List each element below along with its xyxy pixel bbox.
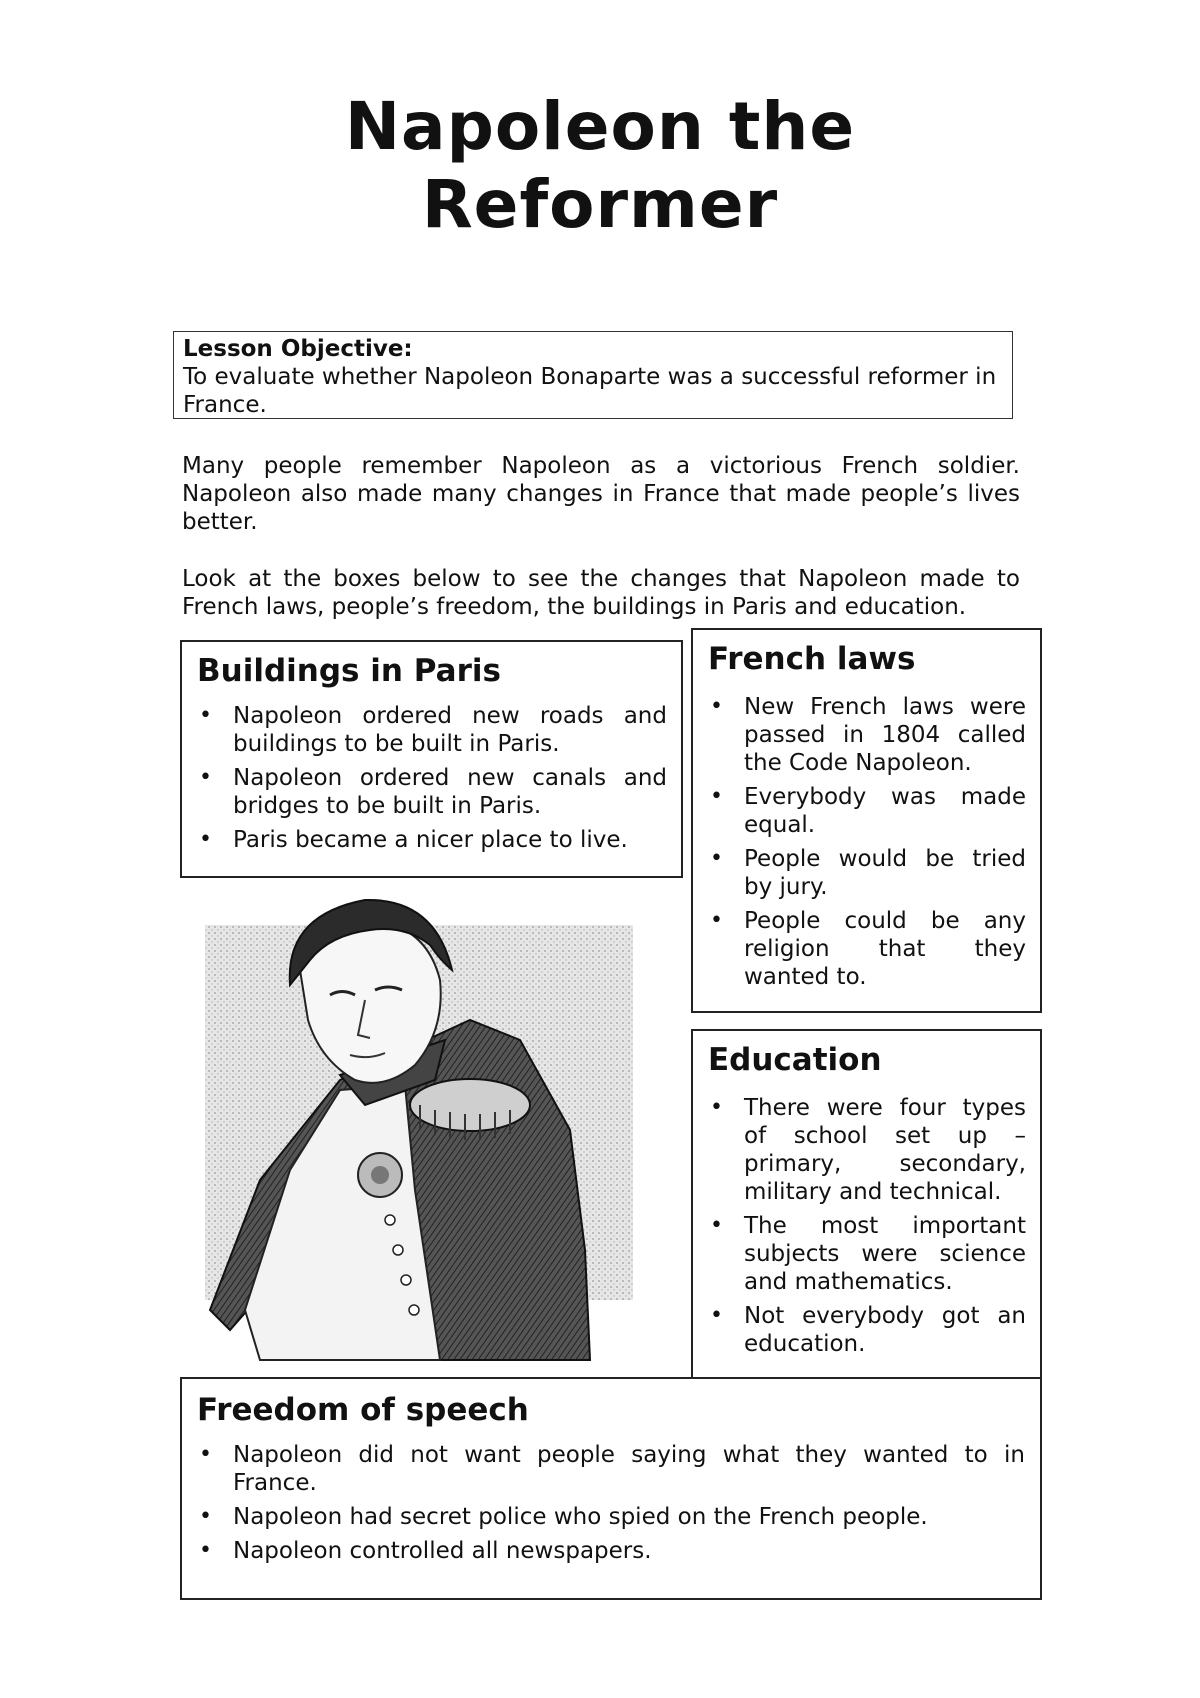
bullet-icon: • <box>710 908 723 933</box>
bullet-icon: • <box>199 765 212 790</box>
bullet-icon: • <box>199 703 212 728</box>
list-item: • Napoleon ordered new canals and bridges to be built in Paris. <box>199 765 667 819</box>
napoleon-portrait-image <box>190 890 640 1370</box>
bullet-icon: • <box>199 1538 212 1563</box>
objective-heading: Lesson Objective: <box>183 336 413 362</box>
page-title <box>0 88 1200 244</box>
education-heading: Education <box>708 1042 882 1078</box>
list-item: • Not everybody got an education. <box>710 1303 1026 1357</box>
list-item: • There were four types of school set up – primary, secondary, military and technical. <box>710 1095 1026 1205</box>
title-line-2: Reformer <box>421 166 779 243</box>
list-item: • Napoleon had secret police who spied on the French people. <box>199 1504 928 1530</box>
clipped-text-line <box>197 1571 717 1579</box>
buildings-heading: Buildings in Paris <box>197 653 501 689</box>
objective-text: To evaluate whether Napoleon Bonaparte was a successful reformer in France. <box>183 364 997 418</box>
bullet-icon: • <box>199 1442 212 1467</box>
intro-paragraph-1: Many people remember Napoleon as a victorious French soldier. Napoleon also made many changes in France that made people’s lives better. <box>182 453 1020 535</box>
list-item: • People would be tried by jury. <box>710 846 1026 900</box>
french-laws-list <box>708 693 1026 997</box>
french-laws-heading: French laws <box>708 641 916 677</box>
bullet-icon: • <box>710 784 723 809</box>
bullet-icon: • <box>199 827 212 852</box>
bullet-icon: • <box>710 1213 723 1238</box>
bullet-icon: • <box>199 1504 212 1529</box>
bullet-icon: • <box>710 1303 723 1328</box>
education-box <box>691 1029 1042 1379</box>
lesson-objective-box <box>173 331 1013 419</box>
list-item: • Paris became a nicer place to live. <box>199 827 628 853</box>
list-item: • The most important subjects were science and mathematics. <box>710 1213 1026 1295</box>
clipped-text-marks <box>197 1578 717 1579</box>
title-line-1: Napoleon the <box>344 88 856 165</box>
list-item: • Everybody was made equal. <box>710 784 1026 838</box>
list-item: • People could be any religion that they wanted to. <box>710 908 1026 990</box>
list-item: • Napoleon did not want people saying what they wanted to in France. <box>199 1442 1025 1496</box>
buildings-list <box>197 702 667 860</box>
freedom-of-speech-heading: Freedom of speech <box>197 1392 529 1428</box>
list-item: • Napoleon ordered new roads and buildings to be built in Paris. <box>199 703 667 757</box>
education-list <box>708 1094 1026 1364</box>
list-item: • Napoleon controlled all newspapers. <box>199 1538 652 1564</box>
bullet-icon: • <box>710 846 723 871</box>
bullet-icon: • <box>710 1095 723 1120</box>
intro-paragraph-2: Look at the boxes below to see the changes that Napoleon made to French laws, people’s freedom, the buildings in Paris and education. <box>182 566 1020 620</box>
buildings-box <box>180 640 683 878</box>
freedom-of-speech-box <box>180 1377 1042 1600</box>
list-item: • New French laws were passed in 1804 called the Code Napoleon. <box>710 694 1026 776</box>
french-laws-box <box>691 628 1042 1013</box>
bullet-icon: • <box>710 694 723 719</box>
freedom-of-speech-list <box>197 1441 1025 1571</box>
